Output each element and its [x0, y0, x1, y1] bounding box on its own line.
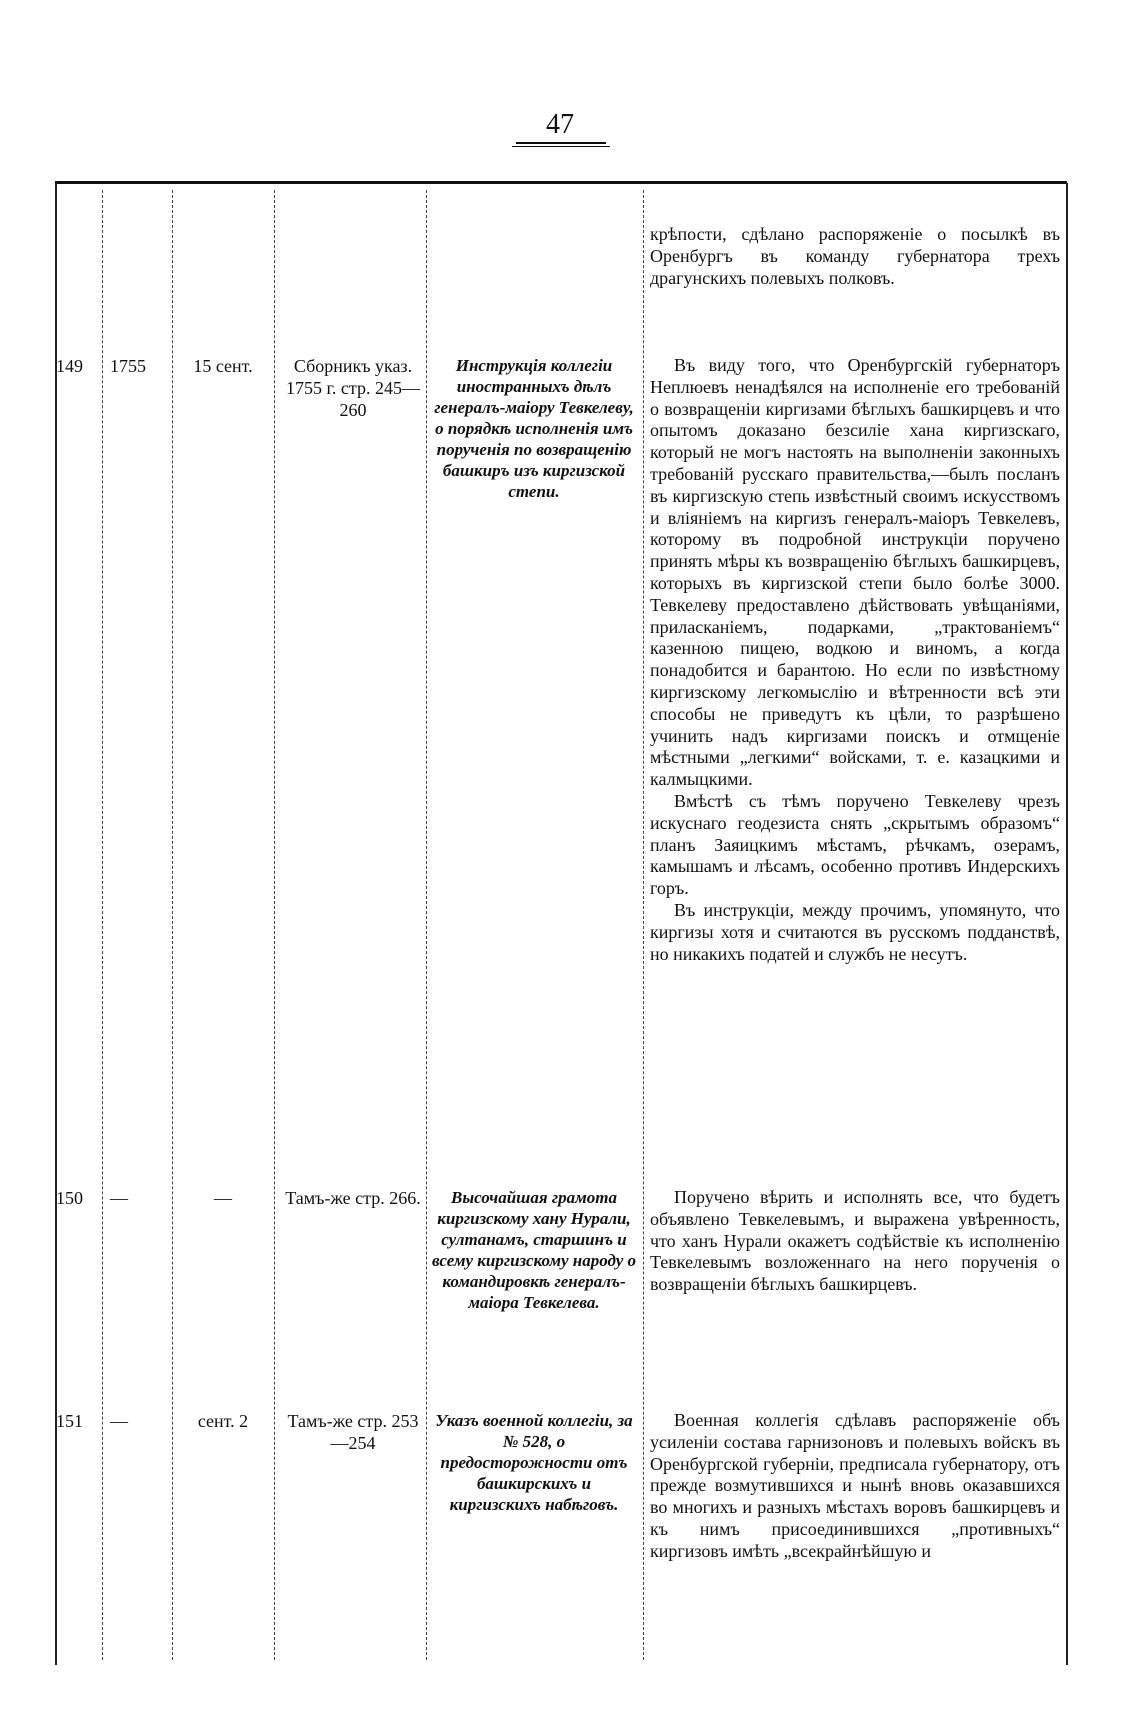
continuation-text [650, 224, 1060, 289]
entry-date: — [214, 1188, 232, 1208]
entry-year: — [110, 1188, 128, 1208]
column-divider-title-body [643, 190, 644, 1660]
continuation-paragraph: крѣпости, сдѣлано распоряженіе о посылкѣ въ Оренбургъ въ команду губернатора трехъ драгунскихъ полевыхъ полковъ. [650, 224, 1060, 288]
page-number-double-rule [512, 146, 610, 147]
entry-body [650, 355, 1060, 965]
entry-date: 15 сент. [193, 356, 253, 376]
column-divider-date-source [274, 190, 275, 1660]
entry-year: 1755 [110, 356, 146, 376]
body-paragraph: Въ виду того, что Оренбургскій губернаторъ Неплюевъ ненадѣялся на исполненіе его требованій о возвращеніи киргизами бѣглыхъ башкирцевъ и что опытомъ доказано безсиліе хана киргизскаго, который не могъ настоять на выполненіи законныхъ требованій русскаго правительства,—былъ посланъ въ киргизскую степь извѣстный своимъ искусствомъ и вліяніемъ на киргизъ генералъ-маіоръ Тевкелевъ, которому въ подробной инструкціи поручено принять мѣры къ возвращенію бѣглыхъ башкирцевъ, которыхъ въ киргизской степи было болѣе 3000. Тевкелеву предоставлено дѣйствовать увѣщаніями, приласканіемъ, подарками, „трактованіемъ“ казенною пищею, водкою и виномъ, а когда понадобится и барантою. Но если по извѣстному киргизскому легкомыслію и вѣтренности всѣ эти способы не приведутъ къ цѣли, то разрѣшено учинить надъ киргизами поискъ и отмщеніе мѣстными „легкими“ войсками, т. е. казацкими и калмыцкими. [650, 355, 1060, 790]
entry-title: Высочайшая грамота киргизскому хану Нурали, султанамъ, старшинъ и всему киргизскому народу о командировкѣ генералъ-маіора Тевкелева. [432, 1188, 636, 1312]
page-number-underline [516, 142, 606, 144]
body-paragraph: Военная коллегія сдѣлавъ распоряженіе объ усиленіи состава гарнизоновъ и полевыхъ войскъ въ Оренбургской губерніи, предписала губернатору, отъ прежде возмутившихся и нынѣ вновь оказавшихся во многихъ и разныхъ мѣстахъ воровъ башкирцевъ и къ нимъ присоединившихся „противныхъ“ киргизовъ имѣть „всекрайнѣйшую и [650, 1410, 1060, 1561]
table-top-rule [55, 181, 1067, 184]
body-paragraph: Въ инструкціи, между прочимъ, упомянуто, что киргизы хотя и считаются въ русскомъ подданствѣ, но никакихъ податей и службъ не несутъ. [650, 899, 1060, 964]
entry-source: Тамъ-же стр. 253—254 [287, 1411, 419, 1453]
column-divider-source-title [426, 190, 427, 1660]
entry-year: — [110, 1411, 128, 1431]
entry-body [650, 1187, 1060, 1296]
entry-number: 151 [56, 1411, 83, 1431]
entry-title: Инструкція коллегіи иностранныхъ дѣлъ генералъ-маіору Тевкелеву, о порядкѣ исполненія имъ порученія по возвращенію башкиръ изъ киргизской степи. [434, 356, 634, 501]
column-divider-year-date [172, 190, 173, 1660]
table-left-border [55, 183, 57, 1665]
entry-body [650, 1410, 1060, 1563]
body-paragraph: Поручено вѣрить и исполнять все, что будетъ объявлено Тевкелевымъ, и выражена увѣренность, что ханъ Нурали окажетъ содѣйствіе къ исполненію Тевкелевымъ возложеннаго на него порученія о возвращеніи бѣглыхъ башкирцевъ. [650, 1187, 1060, 1295]
page-number: 47 [546, 109, 574, 140]
entry-source: Тамъ-же стр. 266. [285, 1188, 421, 1208]
entry-number: 150 [56, 1188, 83, 1208]
entry-title: Указъ военной коллегіи, за № 528, о предосторожности отъ башкирскихъ и киргизскихъ набѣговъ. [435, 1411, 633, 1514]
entry-source: Сборникъ указ. 1755 г. стр. 245—260 [286, 356, 420, 420]
body-paragraph: Вмѣстѣ съ тѣмъ поручено Тевкелеву чрезъ искуснаго геодезиста снять „скрытымъ образомъ“ планъ Заяицкимъ мѣстамъ, рѣчкамъ, озерамъ, камышамъ и лѣсамъ, особенно противъ Индерскихъ горъ. [650, 790, 1060, 899]
column-divider-no-year [102, 190, 103, 1660]
entry-number: 149 [56, 356, 83, 376]
table-right-border [1066, 183, 1068, 1665]
entry-date: сент. 2 [197, 1411, 249, 1431]
